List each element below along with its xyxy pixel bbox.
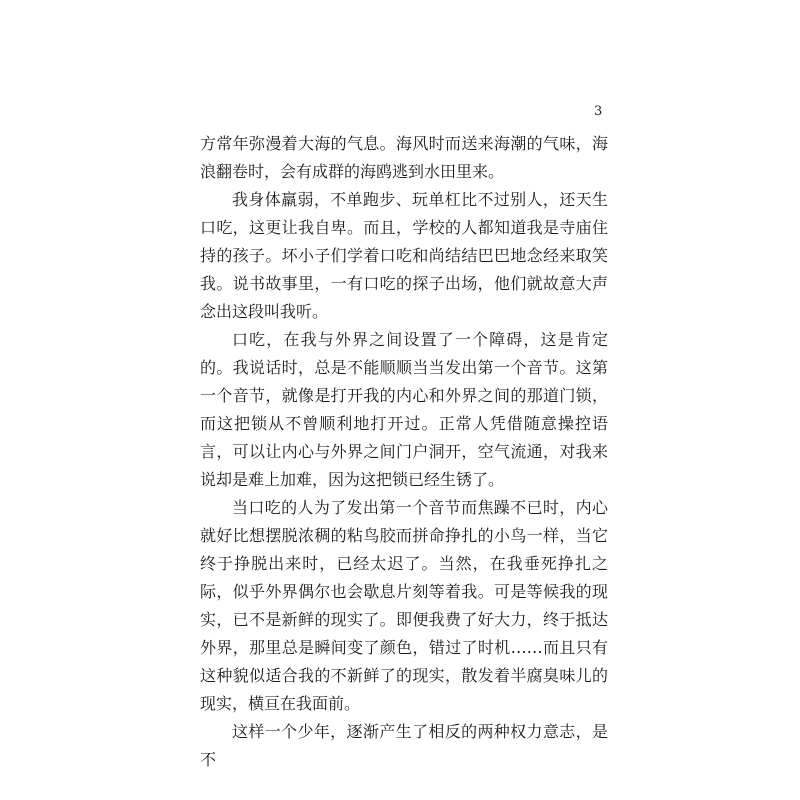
paragraph-2: 我身体羸弱，不单跑步、玩单杠比不过别人，还天生口吃，这更让我自卑。而且，学校的人都知道我是寺庙住持的孩子。坏小子们学着口吃和尚结结巴巴地念经来取笑我。说书故事里，一有口吃的探子出场，他们就故意大声念出这段叫我听。 [200, 190, 608, 321]
paragraph-5: 这样一个少年，逐渐产生了相反的两种权力意志，是不 [200, 722, 608, 769]
body-text [200, 130, 608, 774]
paragraph-1: 方常年弥漫着大海的气息。海风时而送来海潮的气味，海浪翻卷时，会有成群的海鸥逃到水田里来。 [200, 134, 608, 181]
paragraph-3: 口吃，在我与外界之间设置了一个障碍，这是肯定的。我说话时，总是不能顺顺当当发出第一个音节。这第一个音节，就像是打开我的内心和外界之间的那道门锁，而这把锁从不曾顺利地打开过。正常人凭借随意操控语言，可以让内心与外界之间门户洞开，空气流通，对我来说却是难上加难，因为这把锁已经生锈了。 [200, 330, 608, 489]
paragraph-4: 当口吃的人为了发出第一个音节而焦躁不已时，内心就好比想摆脱浓稠的粘鸟胶而拼命挣扎的小鸟一样，当它终于挣脱出来时，已经太迟了。当然，在我垂死挣扎之际，似乎外界偶尔也会歇息片刻等着我。可是等候我的现实，已不是新鲜的现实了。即便我费了好大力，终于抵达外界，那里总是瞬间变了颜色，错过了时机……而且只有这种貌似适合我的不新鲜了的现实，散发着半腐臭味儿的现实，横亘在我面前。 [200, 498, 608, 713]
page-number: 3 [594, 104, 603, 119]
